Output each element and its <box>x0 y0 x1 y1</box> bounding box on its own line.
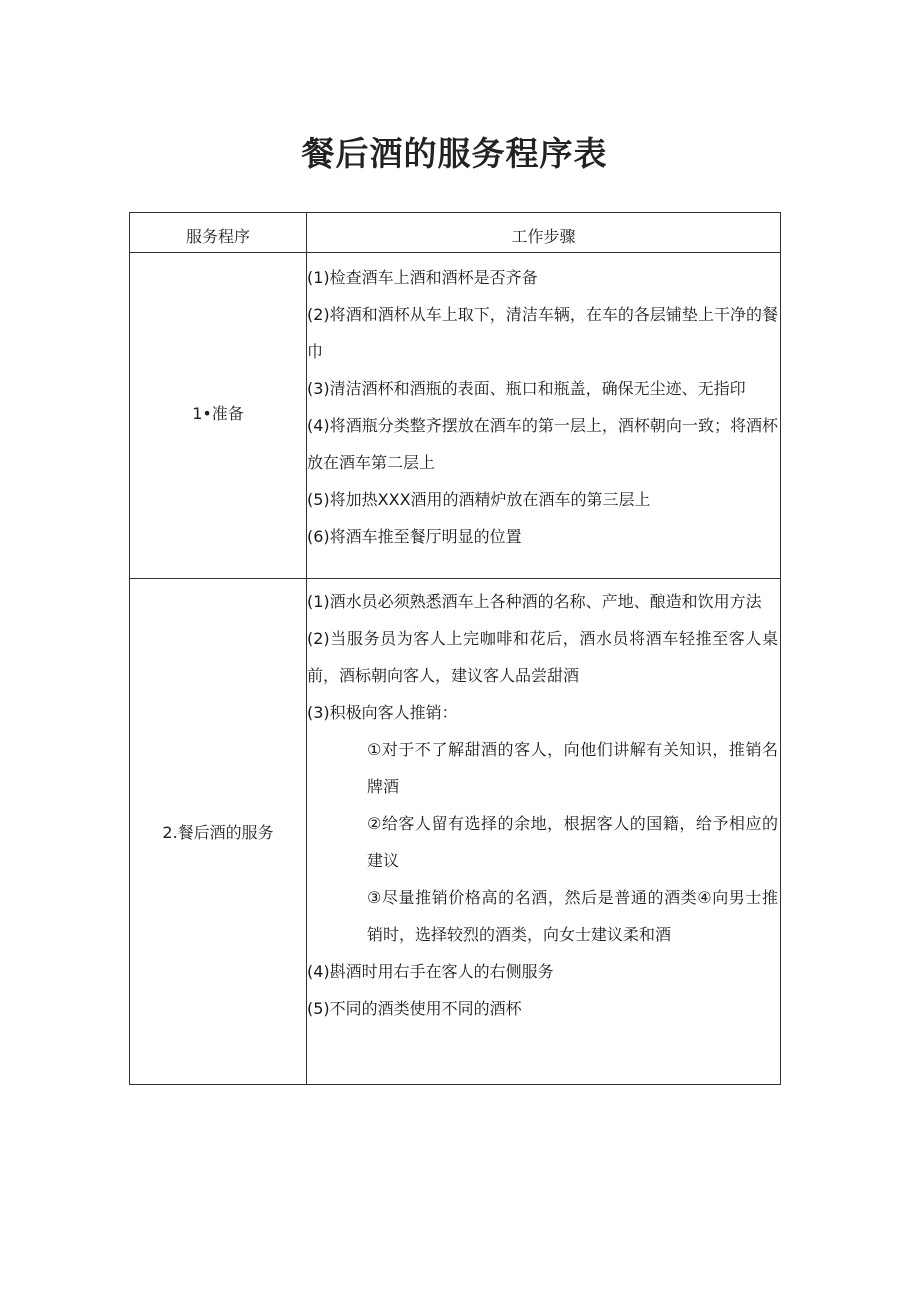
step-item: (6)将酒车推至餐厅明显的位置 <box>307 527 522 546</box>
sub-step-item: ①对于不了解甜酒的客人，向他们讲解有关知识，推销名牌酒 <box>367 740 778 796</box>
step-item: (4)将酒瓶分类整齐摆放在酒车的第一层上，酒杯朝向一致；将酒杯放在酒车第二层上 <box>307 416 778 472</box>
row-label-after-dinner-service: 2.餐后酒的服务 <box>162 823 274 842</box>
step-item: (1)检查酒车上酒和酒杯是否齐备 <box>307 268 538 287</box>
sub-step-item: ③尽量推销价格高的名酒，然后是普通的酒类④向男士推销时，选择较烈的酒类，向女士建议柔和酒 <box>367 888 778 944</box>
document-title: 餐后酒的服务程序表 <box>301 134 608 173</box>
step-item: (1)酒水员必须熟悉酒车上各种酒的名称、产地、酿造和饮用方法 <box>307 592 762 611</box>
step-item: (2)将酒和酒杯从车上取下，清洁车辆，在车的各层铺垫上干净的餐巾 <box>307 305 778 361</box>
step-item: (5)不同的酒类使用不同的酒杯 <box>307 999 522 1018</box>
header-work-steps: 工作步骤 <box>511 227 576 246</box>
header-divider <box>130 252 780 253</box>
service-procedure-table <box>129 212 781 1085</box>
sub-step-item: ②给客人留有选择的余地，根据客人的国籍，给予相应的建议 <box>367 814 778 870</box>
step-item: (2)当服务员为客人上完咖啡和花后，酒水员将酒车轻推至客人桌前，酒标朝向客人，建议客人品尝甜酒 <box>307 629 778 685</box>
row-steps-after-dinner-service <box>307 583 780 1083</box>
step-item: (5)将加热XXX酒用的酒精炉放在酒车的第三层上 <box>307 490 651 509</box>
row-label-preparation: 1•准备 <box>192 404 244 423</box>
step-item: (3)积极向客人推销： <box>307 703 458 722</box>
step-item: (3)清洁酒杯和酒瓶的表面、瓶口和瓶盖，确保无尘迹、无指印 <box>307 379 746 398</box>
header-service-procedure: 服务程序 <box>185 227 250 246</box>
row-steps-preparation <box>307 259 780 578</box>
row-divider <box>130 578 780 579</box>
step-item: (4)斟酒时用右手在客人的右侧服务 <box>307 962 554 981</box>
